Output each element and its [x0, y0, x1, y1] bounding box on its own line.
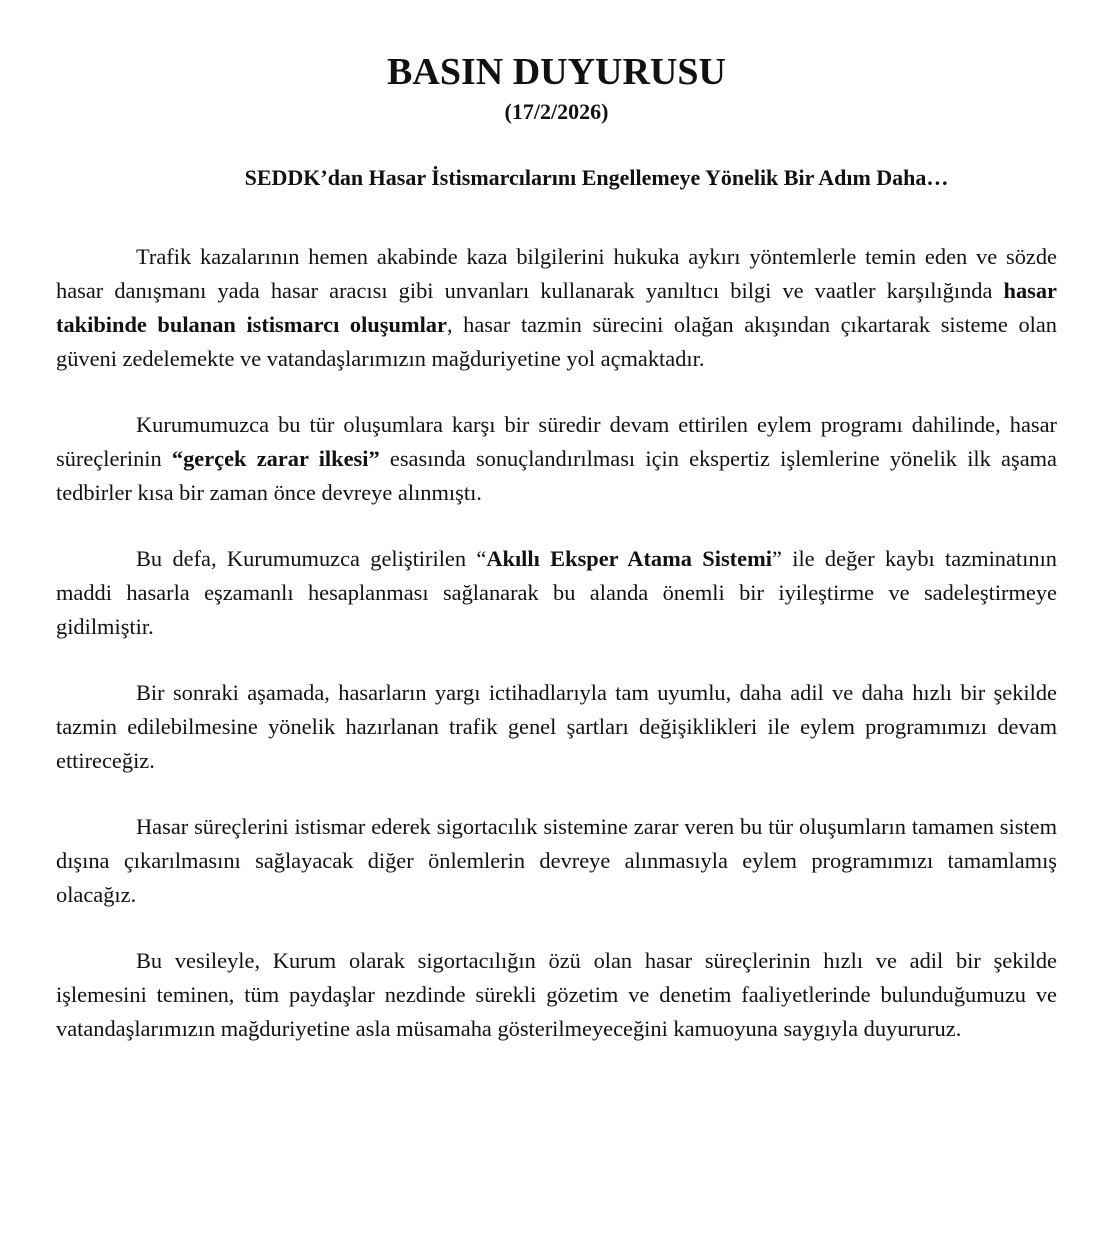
paragraph	[56, 676, 1057, 778]
paragraph-emphasis: hasar takibinde bulanan istismarcı oluşumlar	[56, 278, 1057, 337]
paragraph	[56, 408, 1057, 510]
paragraph-emphasis: Akıllı Eksper Atama Sistemi	[486, 546, 772, 571]
paragraph-text: ” ile değer kaybı tazminatının maddi hasarla eşzamanlı hesaplanması sağlanarak bu alanda önemli bir iyileştirme ve sadeleştirmeye gidilmiştir.	[56, 546, 1057, 639]
document-title: BASIN DUYURUSU	[387, 51, 726, 93]
document-date: (17/2/2026)	[504, 99, 609, 124]
paragraph-text: Bir sonraki aşamada, hasarların yargı ictihadlarıyla tam uyumlu, daha adil ve daha hızlı bir şekilde tazmin edilebilmesine yönelik hazırlanan trafik genel şartları değişiklikleri ile eylem programımızı devam ettireceğiz.	[56, 680, 1057, 773]
paragraph	[56, 542, 1057, 644]
document-page	[0, 50, 1103, 1250]
paragraph-text: Trafik kazalarının hemen akabinde kaza bilgilerini hukuka aykırı yöntemlerle temin eden ve sözde hasar danışmanı yada hasar aracısı gibi unvanları kullanarak yanıltıcı bilgi ve vaatler karşılığında	[56, 244, 1057, 303]
paragraph	[56, 240, 1057, 376]
paragraph	[56, 810, 1057, 912]
paragraph-text: Kurumumuzca bu tür oluşumlara karşı bir süredir devam ettirilen eylem programı dahilinde, hasar süreçlerinin	[56, 412, 1057, 471]
paragraph-text: esasında sonuçlandırılması için ekspertiz işlemlerine yönelik ilk aşama tedbirler kısa bir zaman önce devreye alınmıştı.	[56, 446, 1057, 505]
document-body	[56, 240, 1057, 1046]
paragraph-text: Hasar süreçlerini istismar ederek sigortacılık sistemine zarar veren bu tür oluşumların tamamen sistem dışına çıkarılmasını sağlayacak diğer önlemlerin devreye alınmasıyla eylem programımızı tamamlamış olacağız.	[56, 814, 1057, 907]
paragraph-text: Bu vesileyle, Kurum olarak sigortacılığın özü olan hasar süreçlerinin hızlı ve adil bir şekilde işlemesini teminen, tüm paydaşlar nezdinde sürekli gözetim ve denetim faaliyetlerinde bulunduğumuzu ve vatandaşlarımızın mağduriyetine asla müsamaha gösterilmeyeceğini kamuoyuna saygıyla duyururuz.	[56, 948, 1057, 1041]
document-subtitle: SEDDK’dan Hasar İstismarcılarını Engellemeye Yönelik Bir Adım Daha…	[244, 165, 949, 190]
paragraph-text: Bu defa, Kurumumuzca geliştirilen “	[136, 546, 487, 571]
paragraph-emphasis: “gerçek zarar ilkesi”	[171, 446, 380, 471]
paragraph	[56, 944, 1057, 1046]
paragraph-text: , hasar tazmin sürecini olağan akışından çıkartarak sisteme olan güveni zedelemekte ve vatandaşlarımızın mağduriyetine yol açmaktadır.	[56, 312, 1057, 371]
